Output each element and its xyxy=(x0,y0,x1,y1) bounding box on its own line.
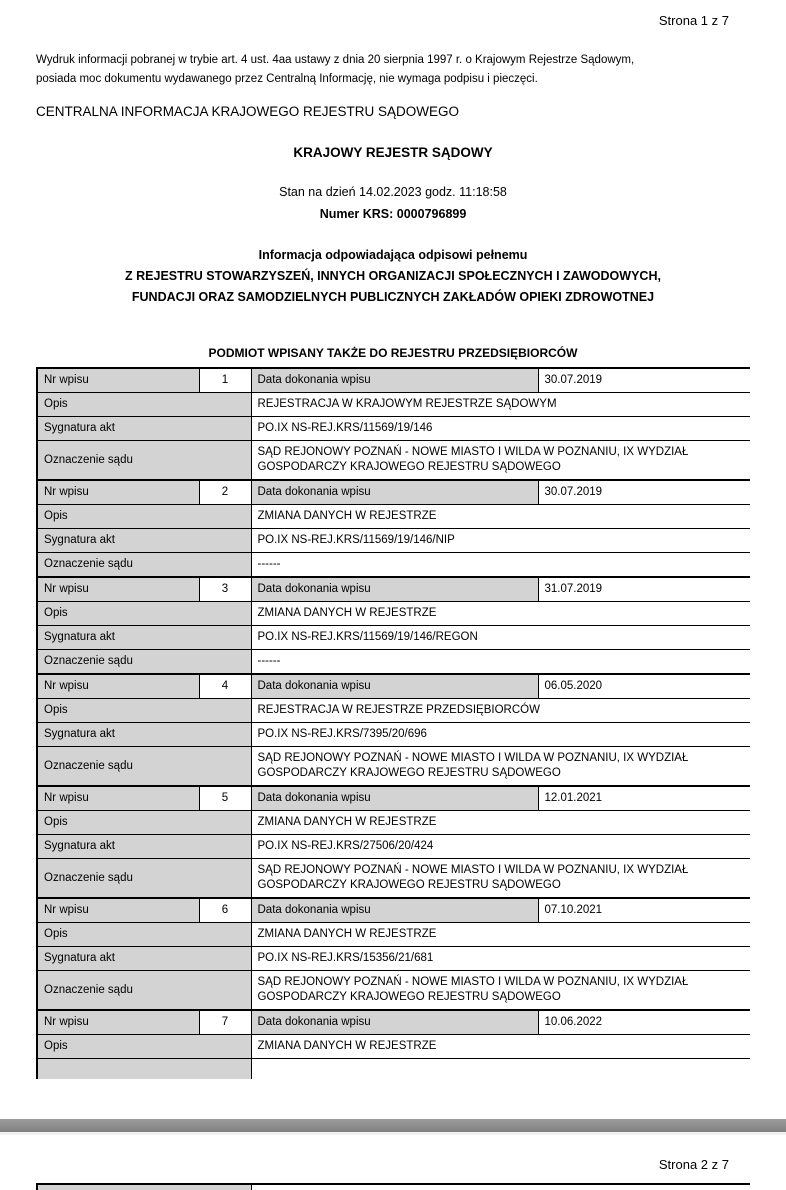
info-line-3: FUNDACJI ORAZ SAMODZIELNYCH PUBLICZNYCH ZAKŁADÓW OPIEKI ZDROWOTNEJ xyxy=(131,290,655,304)
entry-opis-row xyxy=(37,393,750,417)
entry-opis: REJESTRACJA W REJESTRZE PRZEDSIĘBIORCÓW xyxy=(251,699,750,723)
entry-sygnatura-row xyxy=(37,947,750,971)
label-sygnatura-akt: Sygnatura akt xyxy=(37,723,251,747)
label-oznaczenie-sadu: Oznaczenie sądu xyxy=(37,747,251,787)
entry-oznaczenie-sadu-row xyxy=(37,650,750,675)
label-oznaczenie-sadu: Oznaczenie sądu xyxy=(37,553,251,578)
entry-header-row xyxy=(37,1010,750,1035)
entry-sad: SĄD REJONOWY POZNAŃ - NOWE MIASTO I WILDA W POZNANIU, IX WYDZIAŁ GOSPODARCZY KRAJOWEGO REJESTRU SĄDOWEGO xyxy=(251,971,750,1011)
label-opis: Opis xyxy=(37,393,251,417)
entry-opis-row xyxy=(37,923,750,947)
entry-opis: ZMIANA DANYCH W REJESTRZE xyxy=(251,505,750,529)
entry-opis: ZMIANA DANYCH W REJESTRZE xyxy=(251,923,750,947)
entry-header-row xyxy=(37,368,750,393)
page-break-separator-line xyxy=(0,1132,786,1135)
label-data-dokonania-wpisu: Data dokonania wpisu xyxy=(251,480,538,505)
entry-number: 7 xyxy=(199,1010,251,1035)
entry-date: 30.07.2019 xyxy=(538,480,750,505)
label-opis: Opis xyxy=(37,602,251,626)
entry-opis-row xyxy=(37,602,750,626)
label-data-dokonania-wpisu: Data dokonania wpisu xyxy=(251,674,538,699)
entry-oznaczenie-sadu-row xyxy=(37,971,750,1011)
label-data-dokonania-wpisu: Data dokonania wpisu xyxy=(251,368,538,393)
info-block xyxy=(0,245,786,308)
label-opis: Opis xyxy=(37,1035,251,1059)
entry-opis: REJESTRACJA W KRAJOWYM REJESTRZE SĄDOWYM xyxy=(251,393,750,417)
label-opis: Opis xyxy=(37,505,251,529)
entry-date: 31.07.2019 xyxy=(538,577,750,602)
entry-oznaczenie-sadu-row xyxy=(37,553,750,578)
entry-number: 4 xyxy=(199,674,251,699)
entry-opis: ZMIANA DANYCH W REJESTRZE xyxy=(251,1035,750,1059)
info-line-2: Z REJESTRU STOWARZYSZEŃ, INNYCH ORGANIZACJI SPOŁECZNYCH I ZAWODOWYCH, xyxy=(125,269,661,283)
section-header: PODMIOT WPISANY TAKŻE DO REJESTRU PRZEDSIĘBIORCÓW xyxy=(208,346,578,360)
label-sygnatura-akt: Sygnatura akt xyxy=(37,417,251,441)
entry-header-row xyxy=(37,898,750,923)
entry-opis: ZMIANA DANYCH W REJESTRZE xyxy=(251,602,750,626)
label-nr-wpisu: Nr wpisu xyxy=(37,1010,199,1035)
label-nr-wpisu: Nr wpisu xyxy=(37,674,199,699)
entry-number: 5 xyxy=(199,786,251,811)
entry-date: 06.05.2020 xyxy=(538,674,750,699)
entry-date: 10.06.2022 xyxy=(538,1010,750,1035)
entry-sygnatura: PO.IX NS-REJ.KRS/11569/19/146/REGON xyxy=(251,626,750,650)
partial-label-cell xyxy=(37,1059,251,1080)
label-opis: Opis xyxy=(37,699,251,723)
entry-number: 1 xyxy=(199,368,251,393)
label-data-dokonania-wpisu: Data dokonania wpisu xyxy=(251,786,538,811)
entry-sad: ------ xyxy=(251,553,750,578)
page-break-separator xyxy=(0,1119,786,1132)
entry-sad: ------ xyxy=(251,650,750,675)
entry-header-row xyxy=(37,480,750,505)
label-data-dokonania-wpisu: Data dokonania wpisu xyxy=(251,1010,538,1035)
entry-sygnatura-row xyxy=(37,529,750,553)
entry-oznaczenie-sadu-row xyxy=(37,747,750,787)
page-number-2: Strona 2 z 7 xyxy=(658,1157,729,1172)
entry-opis-row xyxy=(37,1035,750,1059)
entry-number: 2 xyxy=(199,480,251,505)
label-nr-wpisu: Nr wpisu xyxy=(37,480,199,505)
partial-value-cell xyxy=(251,1059,750,1080)
entry-opis-row xyxy=(37,699,750,723)
label-data-dokonania-wpisu: Data dokonania wpisu xyxy=(251,577,538,602)
intro-line-1: Wydruk informacji pobranej w trybie art. 4 ust. 4aa ustawy z dnia 20 sierpnia 1997 r. o Krajowym Rejestrze Sądowym, xyxy=(36,54,635,66)
entry-oznaczenie-sadu-row xyxy=(37,441,750,481)
entry-opis: ZMIANA DANYCH W REJESTRZE xyxy=(251,811,750,835)
label-nr-wpisu: Nr wpisu xyxy=(37,786,199,811)
page2-table-fragment-clip xyxy=(36,1183,750,1190)
label-oznaczenie-sadu: Oznaczenie sądu xyxy=(37,441,251,481)
entry-date: 30.07.2019 xyxy=(538,368,750,393)
label-sygnatura-akt: Sygnatura akt xyxy=(37,626,251,650)
entry-number: 3 xyxy=(199,577,251,602)
entry-sygnatura: PO.IX NS-REJ.KRS/11569/19/146 xyxy=(251,417,750,441)
label-oznaczenie-sadu: Oznaczenie sądu xyxy=(37,650,251,675)
entry-date: 12.01.2021 xyxy=(538,786,750,811)
entry-sad: SĄD REJONOWY POZNAŃ - NOWE MIASTO I WILDA W POZNANIU, IX WYDZIAŁ GOSPODARCZY KRAJOWEGO REJESTRU SĄDOWEGO xyxy=(251,859,750,899)
entry-sygnatura: PO.IX NS-REJ.KRS/15356/21/681 xyxy=(251,947,750,971)
entry-number: 6 xyxy=(199,898,251,923)
page2-partial-row xyxy=(37,1184,750,1190)
intro-line-2: posiada moc dokumentu wydawanego przez Centralną Informację, nie wymaga podpisu i pieczęci. xyxy=(36,73,538,85)
label-nr-wpisu: Nr wpisu xyxy=(37,577,199,602)
label-opis: Opis xyxy=(37,811,251,835)
entry-sad: SĄD REJONOWY POZNAŃ - NOWE MIASTO I WILDA W POZNANIU, IX WYDZIAŁ GOSPODARCZY KRAJOWEGO REJESTRU SĄDOWEGO xyxy=(251,747,750,787)
label-nr-wpisu: Nr wpisu xyxy=(37,368,199,393)
state-as-of-line: Stan na dzień 14.02.2023 godz. 11:18:58 xyxy=(279,185,507,199)
label-sygnatura-akt: Sygnatura akt xyxy=(37,947,251,971)
entry-sygnatura-row xyxy=(37,626,750,650)
krs-number-line: Numer KRS: 0000796899 xyxy=(319,207,467,221)
entry-sygnatura-row xyxy=(37,723,750,747)
entry-partial-row xyxy=(37,1059,750,1080)
label-data-dokonania-wpisu: Data dokonania wpisu xyxy=(251,898,538,923)
page-number-1: Strona 1 z 7 xyxy=(658,13,729,28)
registry-title: KRAJOWY REJESTR SĄDOWY xyxy=(293,145,493,160)
entry-sygnatura: PO.IX NS-REJ.KRS/7395/20/696 xyxy=(251,723,750,747)
entry-opis-row xyxy=(37,811,750,835)
entry-sygnatura-row xyxy=(37,835,750,859)
registry-entries-table xyxy=(36,367,750,1079)
page2-partial-value-cell xyxy=(251,1184,750,1190)
entry-opis-row xyxy=(37,505,750,529)
label-opis: Opis xyxy=(37,923,251,947)
central-information-header: CENTRALNA INFORMACJA KRAJOWEGO REJESTRU SĄDOWEGO xyxy=(36,104,460,119)
entry-sygnatura-row xyxy=(37,417,750,441)
entry-header-row xyxy=(37,786,750,811)
intro-paragraph xyxy=(36,51,750,89)
label-oznaczenie-sadu: Oznaczenie sądu xyxy=(37,859,251,899)
entry-sygnatura: PO.IX NS-REJ.KRS/27506/20/424 xyxy=(251,835,750,859)
info-line-1: Informacja odpowiadająca odpisowi pełnemu xyxy=(258,248,528,262)
label-sygnatura-akt: Sygnatura akt xyxy=(37,529,251,553)
page2-partial-label-cell xyxy=(37,1184,251,1190)
label-oznaczenie-sadu: Oznaczenie sądu xyxy=(37,971,251,1011)
entry-date: 07.10.2021 xyxy=(538,898,750,923)
page2-table-fragment xyxy=(36,1183,750,1190)
entry-header-row xyxy=(37,674,750,699)
entry-header-row xyxy=(37,577,750,602)
entry-oznaczenie-sadu-row xyxy=(37,859,750,899)
label-nr-wpisu: Nr wpisu xyxy=(37,898,199,923)
label-sygnatura-akt: Sygnatura akt xyxy=(37,835,251,859)
registry-table-clip xyxy=(36,367,750,1079)
entry-sygnatura: PO.IX NS-REJ.KRS/11569/19/146/NIP xyxy=(251,529,750,553)
entry-sad: SĄD REJONOWY POZNAŃ - NOWE MIASTO I WILDA W POZNANIU, IX WYDZIAŁ GOSPODARCZY KRAJOWEGO REJESTRU SĄDOWEGO xyxy=(251,441,750,481)
